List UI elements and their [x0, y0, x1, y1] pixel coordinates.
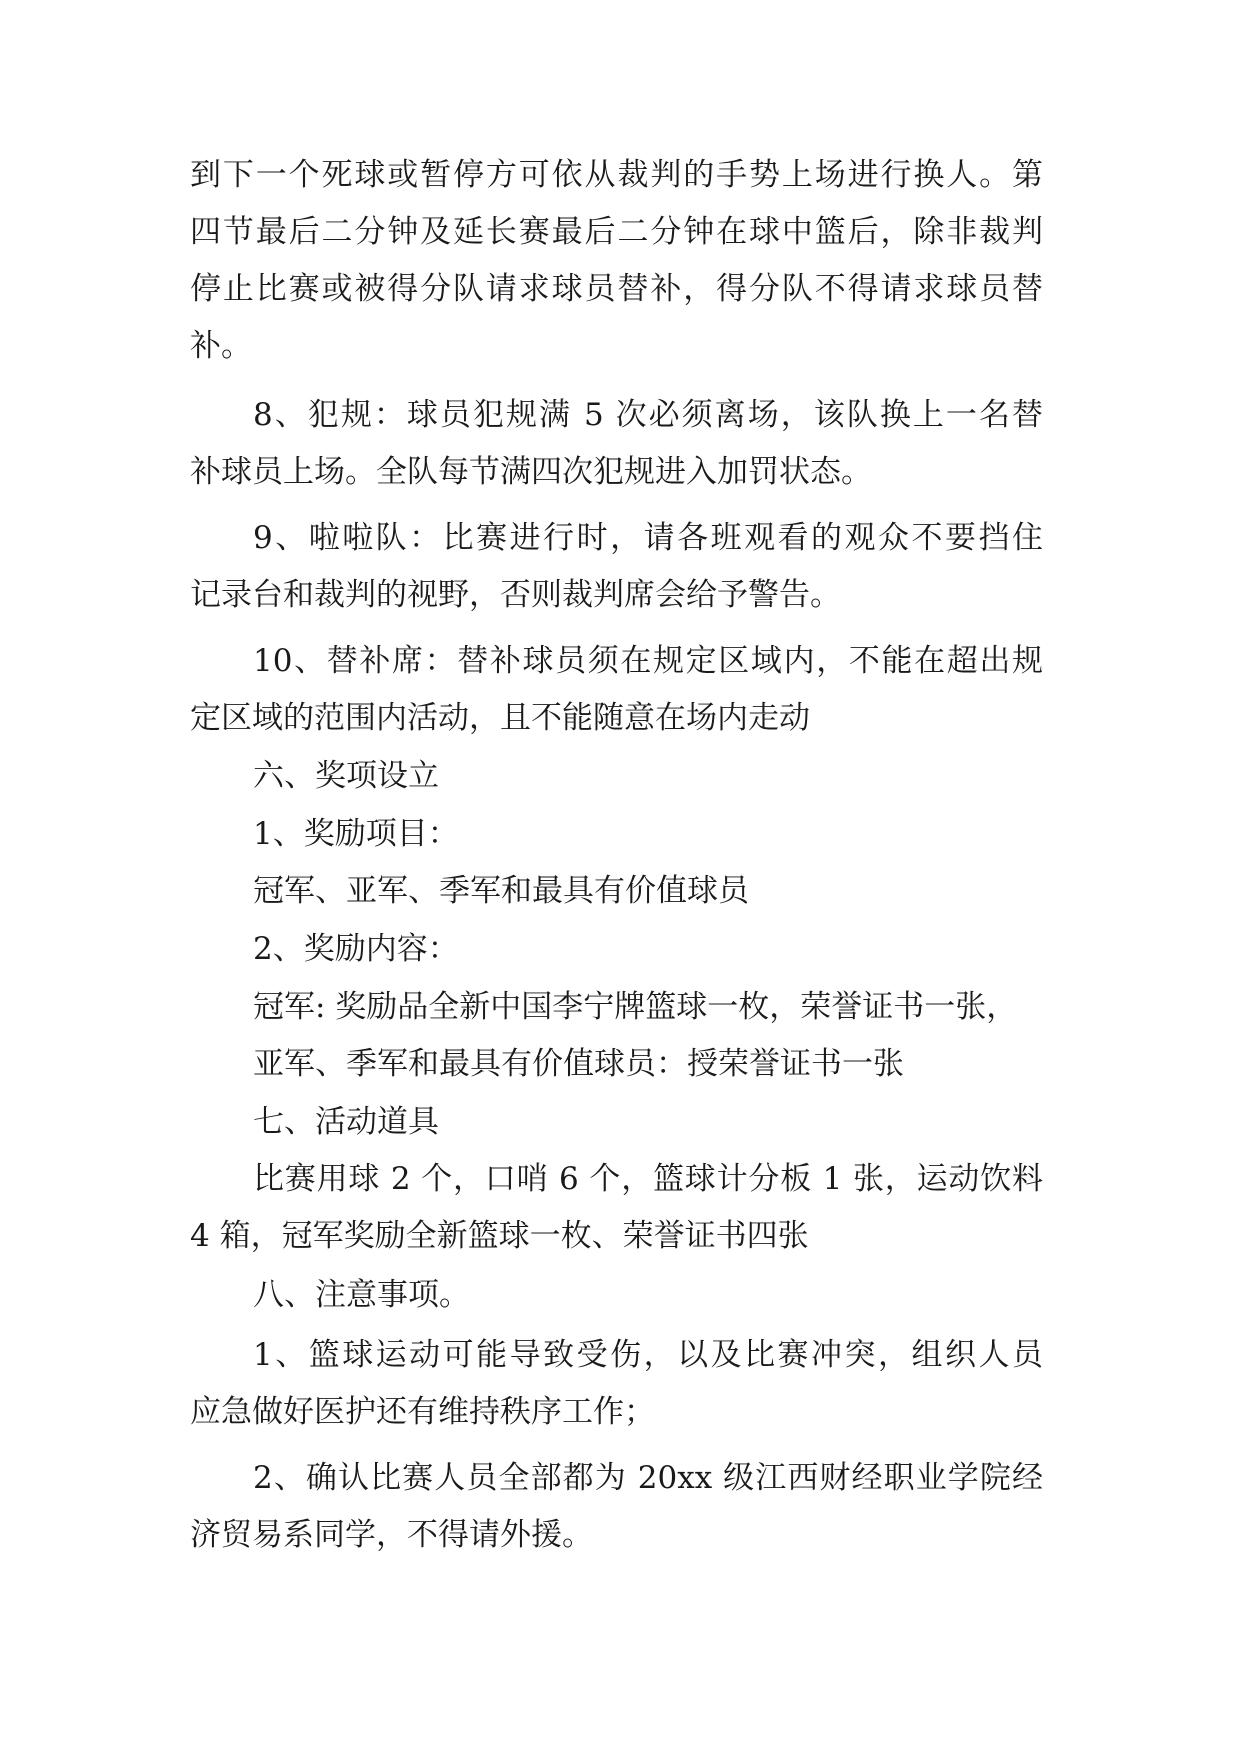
text-line: 记录台和裁判的视野，否则裁判席会给予警告。	[190, 577, 841, 613]
text-line: 济贸易系同学，不得请外援。	[190, 1517, 593, 1553]
text-line: 四节最后二分钟及延长赛最后二分钟在球中篮后，除非裁判	[190, 214, 1043, 250]
text-line: 1、篮球运动可能导致受伤，以及比赛冲突，组织人员	[253, 1337, 1043, 1373]
text-line: 冠军: 奖励品全新中国李宁牌篮球一枚，荣誉证书一张，	[253, 989, 1018, 1025]
text-line: 8、犯规：球员犯规满 5 次必须离场，该队换上一名替	[253, 397, 1043, 433]
section-heading: 六、奖项设立	[253, 758, 439, 794]
text-line: 应急做好医护还有维持秩序工作；	[190, 1394, 655, 1430]
text-line: 到下一个死球或暂停方可依从裁判的手势上场进行换人。第	[190, 157, 1043, 193]
text-line: 比赛用球 2 个，口哨 6 个，篮球计分板 1 张，运动饮料	[253, 1161, 1043, 1197]
text-line: 1、奖励项目：	[253, 816, 459, 852]
section-heading: 八、注意事项。	[253, 1277, 470, 1313]
text-line: 2、确认比赛人员全部都为 20xx 级江西财经职业学院经	[253, 1460, 1043, 1496]
text-line: 补球员上场。全队每节满四次犯规进入加罚状态。	[190, 454, 872, 490]
text-line: 9、啦啦队：比赛进行时，请各班观看的观众不要挡住	[253, 520, 1043, 556]
text-line: 定区域的范围内活动，且不能随意在场内走动	[190, 700, 810, 736]
section-heading: 七、活动道具	[253, 1104, 439, 1140]
text-line: 冠军、亚军、季军和最具有价值球员	[253, 873, 749, 909]
text-line: 停止比赛或被得分队请求球员替补，得分队不得请求球员替	[190, 271, 1043, 307]
text-line: 亚军、季军和最具有价值球员：授荣誉证书一张	[253, 1046, 904, 1082]
text-line: 补。	[190, 328, 252, 364]
text-line: 4 箱，冠军奖励全新篮球一枚、荣誉证书四张	[190, 1218, 809, 1254]
text-line: 10、替补席：替补球员须在规定区域内，不能在超出规	[253, 643, 1043, 679]
text-line: 2、奖励内容：	[253, 931, 459, 967]
